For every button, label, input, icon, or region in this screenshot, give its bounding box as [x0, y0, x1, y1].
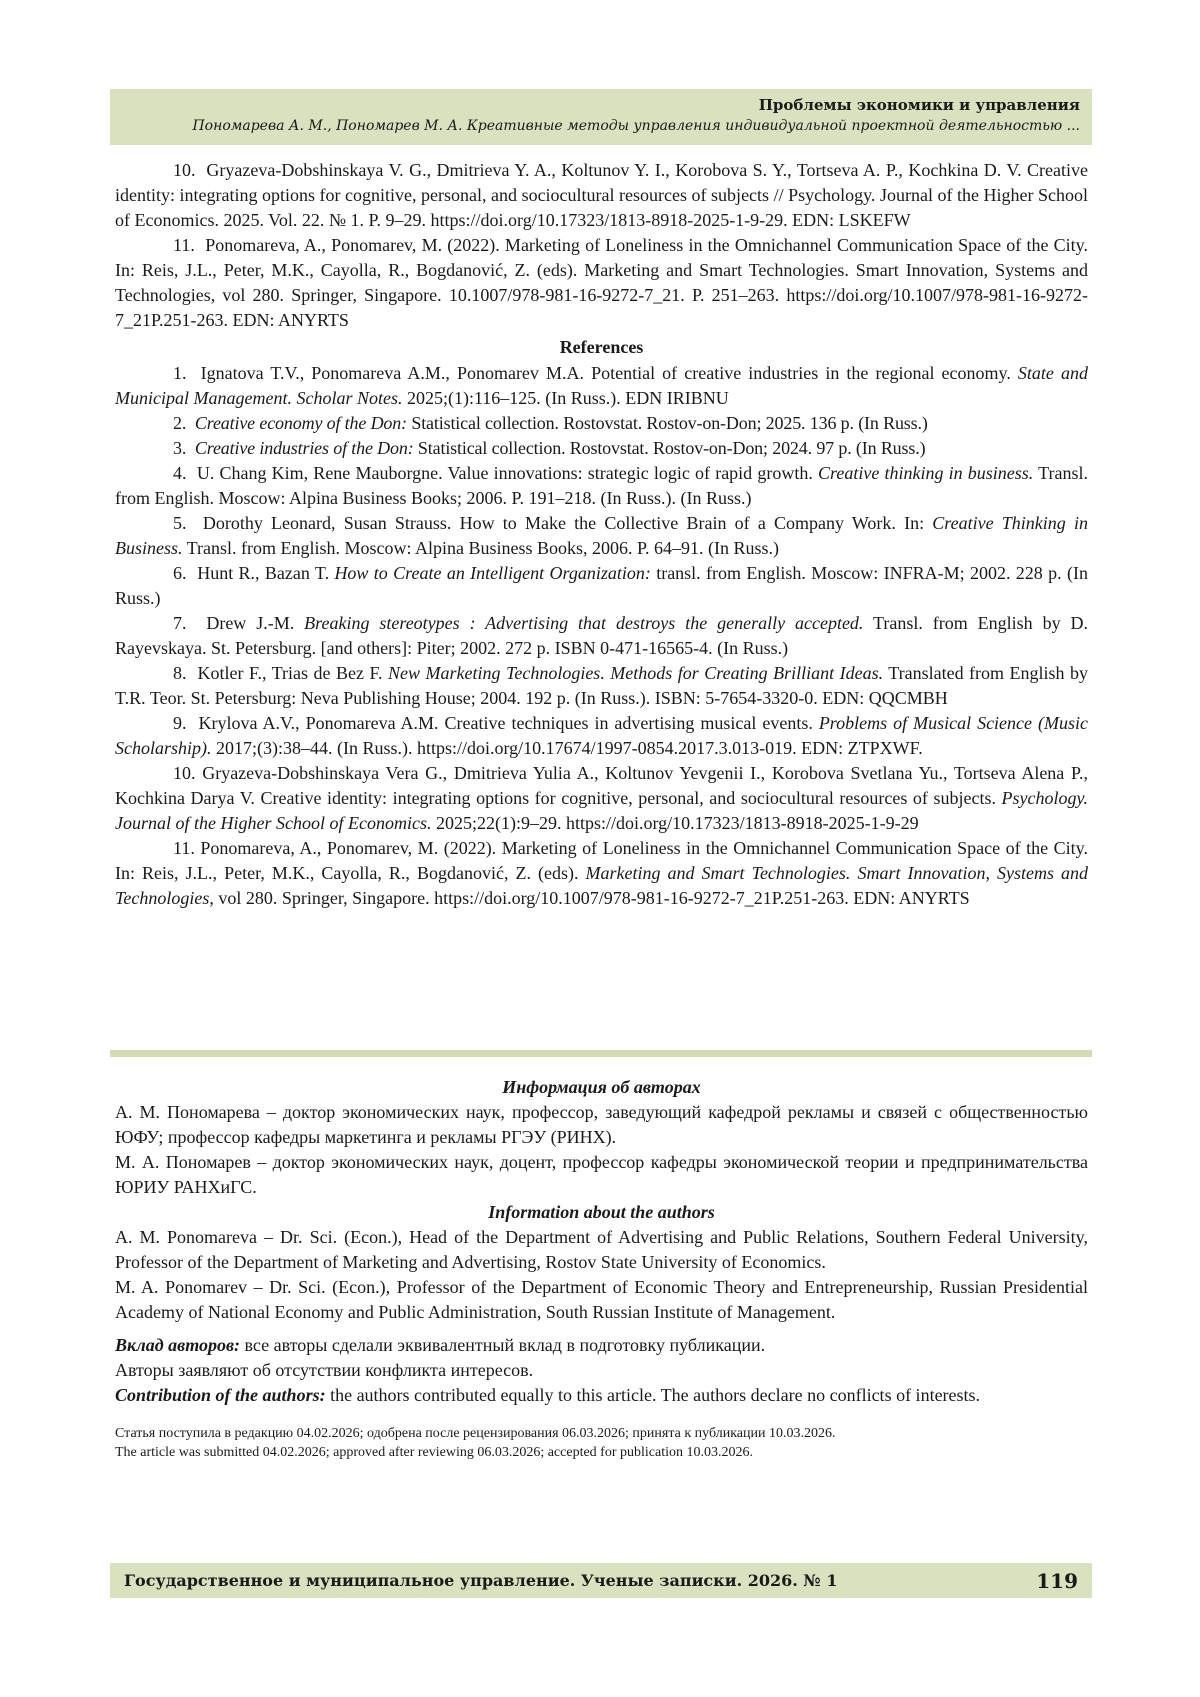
reference-details: 2025;(1):116–125. (In Russ.). EDN IRIBNU: [402, 388, 729, 408]
reference-text: Ponomareva, A., Ponomarev, M. (2022). Marketing of Loneliness in the Omnichannel Communication Space of the City. In: Reis, J.L., Peter, M.K., Cayolla, R., Bogdanović, Z. (eds). Marketing and Smart Technologies. Smart Innovation, Systems and Technologies, vol 280. Springer, Singapore. 10.1007/978-981-16-9272-7_21. P. 251–263. https://doi.org/10.1007/978-981-16-9272-7_21P.251-263. EDN: ANYRTS: [115, 235, 1089, 330]
reference-authors: U. Chang Kim, Rene Mauborgne. Value innovations: strategic logic of rapid growth.: [196, 463, 818, 483]
running-title: Пономарева А. М., Пономарев М. А. Креативные методы управления индивидуальной проектной деятельностью ...: [192, 118, 1080, 134]
reference-item: [115, 158, 1088, 233]
reference-details: Statistical collection. Rostovstat. Rostov-on-Don; 2024. 97 p. (In Russ.): [413, 438, 926, 458]
reference-source: Marketing and Smart Technologies. Smart Innovation, Systems and Technologies: [115, 863, 1089, 908]
reference-source: Psychology. Journal of the Higher School of Economics.: [115, 788, 1088, 833]
article-dates: [115, 1424, 1088, 1462]
reference-details: Transl. from English. Moscow: Alpina Business Books, 2006. P. 64–91. (In Russ.): [182, 538, 780, 558]
reference-item: [115, 511, 1088, 561]
reference-details: Statistical collection. Rostovstat. Rostov-on-Don; 2025. 136 p. (In Russ.): [406, 413, 928, 433]
reference-item: [115, 233, 1088, 333]
reference-details: , vol 280. Springer, Singapore. https://doi.org/10.1007/978-981-16-9272-7_21P.251-263. EDN: ANYRTS: [209, 888, 970, 908]
reference-number: 3.: [173, 438, 187, 458]
reference-source: Creative industries of the Don:: [194, 438, 414, 458]
reference-number: 11.: [173, 235, 195, 255]
contribution-ru: [115, 1333, 1088, 1358]
author-info-en: M. A. Ponomarev – Dr. Sci. (Econ.), Professor of the Department of Economic Theory and Entrepreneurship, Russian Presidential Academy of National Economy and Public Administration, South Russian Institute of Management.: [115, 1277, 1088, 1322]
reference-number: 6.: [173, 563, 187, 583]
section-divider: [110, 1050, 1092, 1057]
authors-info: [115, 1075, 1088, 1462]
reference-item: [115, 711, 1088, 761]
reference-item: [115, 361, 1088, 411]
article-dates-ru: Статья поступила в редакцию 04.02.2026; одобрена после рецензирования 06.03.2026; принята к публикации 10.03.2026.: [115, 1426, 836, 1441]
references-body: [115, 158, 1088, 911]
authors-heading-ru: Информация об авторах: [502, 1077, 701, 1097]
reference-source: Creative thinking in business.: [818, 463, 1034, 483]
reference-authors: Hunt R., Bazan T.: [197, 563, 335, 583]
contribution-label-ru: Вклад авторов:: [115, 1335, 240, 1355]
reference-details: 2025;22(1):9–29. https://doi.org/10.17323/1813-8918-2025-1-9-29: [431, 813, 919, 833]
reference-number: 7.: [173, 613, 187, 633]
conflict-statement-ru: Авторы заявляют об отсутствии конфликта интересов.: [115, 1360, 534, 1380]
contribution-en: [115, 1383, 1088, 1408]
authors-heading-en: Information about the authors: [488, 1202, 715, 1222]
reference-item: [115, 461, 1088, 511]
reference-authors: Drew J.-M.: [206, 613, 305, 633]
reference-source: Creative economy of the Don:: [194, 413, 407, 433]
reference-number: 9.: [173, 713, 187, 733]
reference-details: transl. from English. Moscow: INFRA-M; 2002. 228 p. (In Russ.): [115, 563, 1088, 608]
reference-number: 4.: [173, 463, 187, 483]
reference-authors: Krylova A.V., Ponomareva A.M. Creative techniques in advertising musical events.: [198, 713, 819, 733]
reference-number: 10.: [173, 763, 196, 783]
reference-number: 5.: [173, 513, 187, 533]
reference-source: How to Create an Intelligent Organization:: [334, 563, 651, 583]
reference-details: Transl. from English by D. Rayevskaya. St. Petersburg. [and others]: Piter; 2002. 272 p. ISBN 0-471-16565-4. (In Russ.): [115, 613, 1088, 658]
article-dates-en: The article was submitted 04.02.2026; approved after reviewing 06.03.2026; accepted for publication 10.03.2026.: [115, 1445, 753, 1460]
reference-authors: Ignatova T.V., Ponomareva A.M., Ponomarev M.A. Potential of creative industries in the regional economy.: [200, 363, 1018, 383]
author-info-ru: А. М. Пономарева – доктор экономических наук, профессор, заведующий кафедрой рекламы и связей с общественностью ЮФУ; профессор кафедры маркетинга и рекламы РГЭУ (РИНХ).: [115, 1102, 1088, 1147]
reference-source: State and Municipal Management. Scholar Notes.: [115, 363, 1088, 408]
reference-source: Creative Thinking in Business.: [115, 513, 1088, 558]
contribution-label-en: Contribution of the authors:: [115, 1385, 326, 1405]
page-number: 119: [1036, 1568, 1078, 1593]
reference-number: 2.: [173, 413, 187, 433]
reference-item: [115, 411, 1088, 436]
reference-details: Transl. from English. Moscow: Alpina Business Books; 2006. P. 191–218. (In Russ.). (In Russ.): [115, 463, 1089, 508]
reference-item: [115, 836, 1088, 911]
reference-details: 2017;(3):38–44. (In Russ.). https://doi.org/10.17674/1997-0854.2017.3.013-019. EDN: ZTPXWF.: [211, 738, 923, 758]
journal-section-title: Проблемы экономики и управления: [758, 96, 1080, 114]
reference-item: [115, 436, 1088, 461]
contribution-text-ru: все авторы сделали эквивалентный вклад в подготовку публикации.: [240, 1335, 766, 1355]
author-info-en: A. M. Ponomareva – Dr. Sci. (Econ.), Head of the Department of Advertising and Public Relations, Southern Federal University, Professor of the Department of Marketing and Advertising, Rostov State University of Economics.: [115, 1227, 1088, 1272]
reference-authors: Kotler F., Trias de Bez F.: [197, 663, 389, 683]
reference-number: 8.: [173, 663, 187, 683]
reference-details: Translated from English by T.R. Teor. St. Petersburg: Neva Publishing House; 2004. 192 p. (In Russ.). ISBN: 5-7654-3320-0. EDN: QQCMBH: [115, 663, 1089, 708]
reference-item: [115, 561, 1088, 611]
contribution-text-en: the authors contributed equally to this article. The authors declare no conflicts of interests.: [325, 1385, 981, 1405]
reference-source: New Marketing Technologies. Methods for Creating Brilliant Ideas.: [388, 663, 884, 683]
reference-item: [115, 761, 1088, 836]
reference-item: [115, 611, 1088, 661]
reference-number: 1.: [173, 363, 187, 383]
reference-source: Breaking stereotypes : Advertising that destroys the generally accepted.: [304, 613, 864, 633]
author-info-ru: М. А. Пономарев – доктор экономических наук, доцент, профессор кафедры экономической теории и предпринимательства ЮРИУ РАНХиГС.: [115, 1152, 1088, 1197]
reference-number: 11.: [173, 838, 195, 858]
reference-item: [115, 661, 1088, 711]
reference-source: Problems of Musical Science (Music Scholarship).: [115, 713, 1088, 758]
reference-number: 10.: [173, 160, 196, 180]
reference-text: Gryazeva-Dobshinskaya V. G., Dmitrieva Y. A., Koltunov Y. I., Korobova S. Y., Tortseva A. P., Kochkina D. V. Creative identity: integrating options for cognitive, personal, and sociocultural resources of subjects // Psychology. Journal of the Higher School of Economics. 2025. Vol. 22. № 1. P. 9–29. https://doi.org/10.17323/1813-8918-2025-1-9-29. EDN: LSKEFW: [115, 160, 1088, 230]
running-header: [110, 89, 1092, 145]
footer-journal-title: Государственное и муниципальное управление. Ученые записки. 2026. № 1: [124, 1571, 838, 1590]
reference-authors: Gryazeva-Dobshinskaya Vera G., Dmitrieva Yulia A., Koltunov Yevgenii I., Korobova Svetlana Yu., Tortseva Alena P., Kochkina Darya V. Creative identity: integrating options for cognitive, personal, and sociocultural resources of subjects.: [115, 763, 1089, 808]
references-heading: References: [559, 337, 644, 357]
reference-authors: Ponomareva, A., Ponomarev, M. (2022). Marketing of Loneliness in the Omnichannel Communication Space of the City. In: Reis, J.L., Peter, M.K., Cayolla, R., Bogdanović, Z. (eds).: [115, 838, 1089, 883]
page-footer: [110, 1563, 1092, 1598]
reference-authors: Dorothy Leonard, Susan Strauss. How to Make the Collective Brain of a Company Work. In:: [202, 513, 933, 533]
